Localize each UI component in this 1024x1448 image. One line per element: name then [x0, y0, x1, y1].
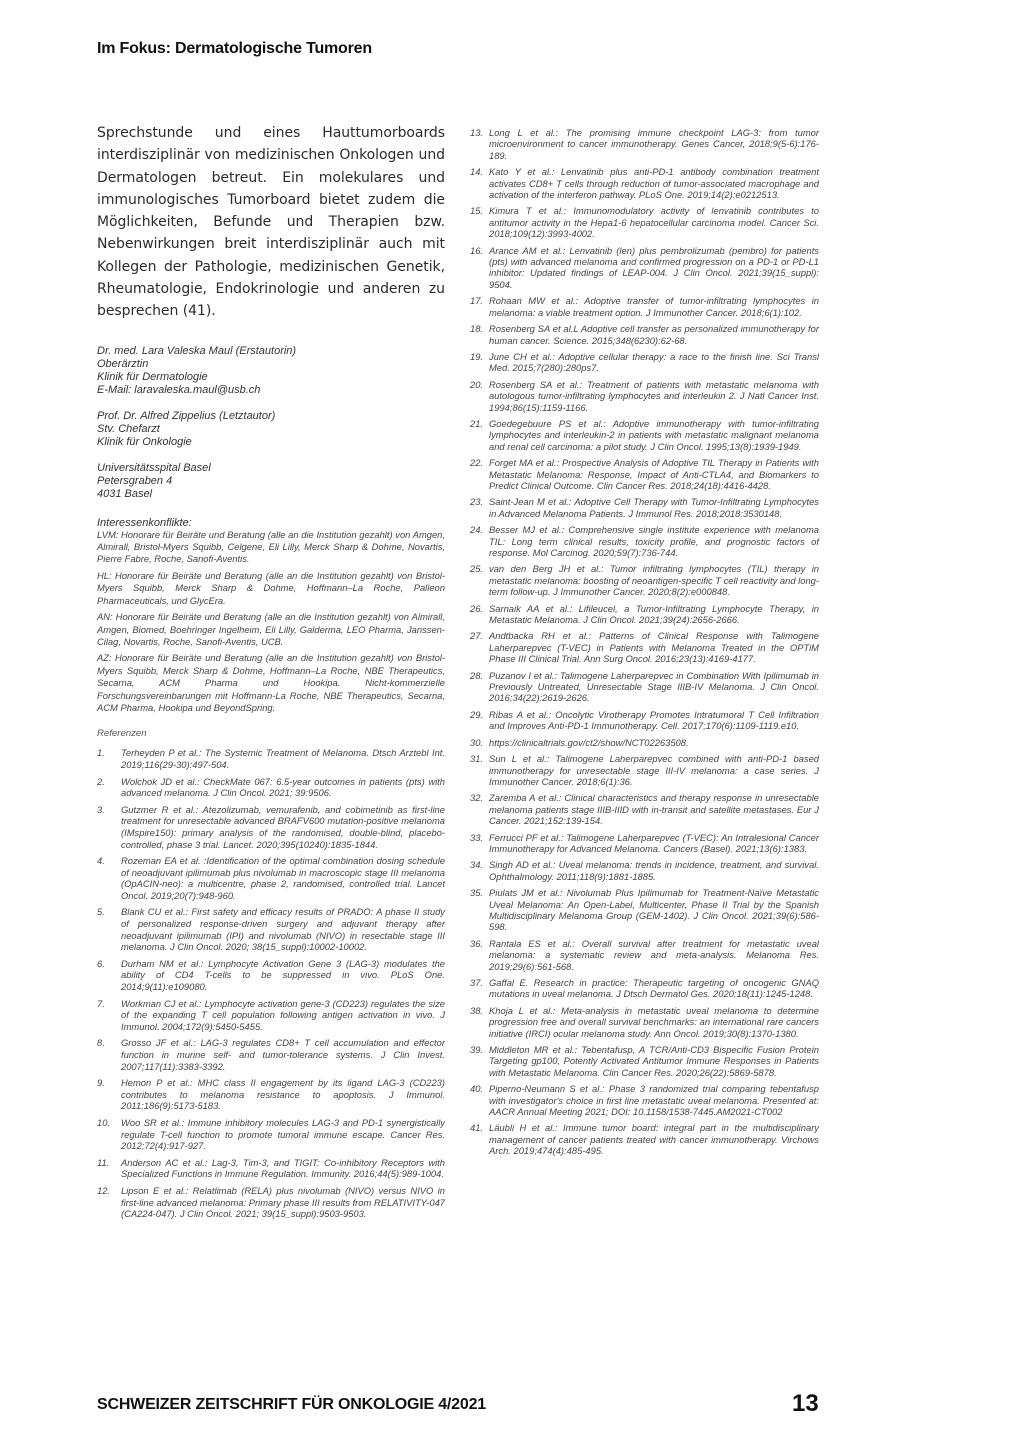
reference-item [470, 245, 819, 291]
section-header: Im Fokus: Dermatologische Tumoren [97, 40, 372, 57]
reference-item [470, 753, 819, 787]
reference-text: Durham NM et al.: Lymphocyte Activation Gene 3 (LAG-3) modulates the ability of CD4 T-cells to be suppressed in vivo. PLoS One. 2014;9(11):e109080. [121, 957, 445, 993]
reference-item [470, 323, 819, 346]
reference-number: 16. [470, 244, 484, 256]
reference-number: 17. [470, 295, 484, 307]
reference-item [470, 166, 819, 200]
references-list-left [97, 747, 445, 1219]
reference-number: 22. [470, 457, 484, 469]
reference-number: 2. [97, 775, 105, 787]
reference-item [97, 958, 445, 993]
reference-number: 26. [470, 602, 484, 614]
reference-number: 15. [470, 205, 484, 217]
reference-item [470, 977, 819, 1000]
first-author-email: E-Mail: laravaleska.maul@usb.ch [97, 383, 261, 396]
reference-text: Terheyden P et al.: The Systemic Treatment of Melanoma. Dtsch Arztebl Int. 2019;116(29-30):497-504. [121, 747, 445, 770]
reference-item [470, 295, 819, 318]
reference-item [97, 906, 445, 952]
reference-item [97, 998, 445, 1033]
reference-text: Hemon P et al.: MHC class II engagement by its ligand LAG-3 (CD223) contributes to melanoma resistance to apoptosis. J Immunol. 2011;186(9):5173-5183. [121, 1077, 445, 1112]
first-author-name: Dr. med. Lara Valeska Maul (Erstautorin) [97, 344, 297, 357]
reference-text: Woo SR et al.: Immune inhibitory molecules LAG-3 and PD-1 synergistically regulate T-cell function to promote tumoral immune escape. Cancer Res. 2012;72(4):917-927. [121, 1116, 445, 1152]
reference-number: 30. [470, 736, 484, 748]
reference-text: Forget MA et al.: Prospective Analysis of Adoptive TIL Therapy in Patients with Metastatic Melanoma: Response, Impact of Anti-CTLA4, and Biomarkers to Predict Clinical Outcome. Clin Cancer Res. 2018;24(18):4416-4428. [489, 457, 819, 491]
reference-item [470, 737, 819, 748]
reference-number: 23. [470, 496, 484, 508]
conflict-item: HL: Honorare für Beiräte und Beratung (alle an die Institution gezahlt) von Bristol-Myers Squibb, Merck Sharp & Dohme, Hoffmann–La Roche, Palleon Pharmaceuticals, und GlycEra. [97, 569, 445, 606]
reference-item [97, 747, 445, 770]
reference-number: 41. [470, 1122, 484, 1134]
conflict-item: AN: Honorare für Beiräte und Beratung (alle an die Institution gezahlt) von Almirall, Amgen, Biomed, Boehringer Ingelheim, Eli Lilly, Galderma, LEO Pharma, Janssen-Cilag, Novartis, Roche, Sanofi-Aventis, UCB. [97, 611, 445, 647]
reference-text: Rozeman EA et al. :Identification of the optimal combination dosing schedule of neoadjuvant ipilimumab plus nivolumab in macroscopic stage III melanoma (OpACIN-neo): a multicentre, phase 2, randomised, controlled trial. Lancet Oncol. 2019;20(7):948-960. [121, 855, 445, 901]
reference-item [97, 1037, 445, 1072]
author-info [97, 345, 445, 501]
reference-number: 39. [470, 1044, 484, 1056]
reference-item [470, 379, 819, 413]
reference-text: Workman CJ et al.: Lymphocyte activation gene-3 (CD223) regulates the size of the expanding T cell population following antigen activation in vivo. J Immunol. 2004;172(9):5450-5455. [121, 997, 445, 1032]
conflict-item: LVM: Honorare für Beiräte und Beratung (alle an die Institution gezahlt) von Amgen, Almirall, Bristol-Myers Squibb, Celgene, Eli Lilly, Merck Sharp & Dohme, Novartis, Pierre Fabre, Roche, Sanofi-Aventis. [97, 528, 445, 565]
references-list-right [470, 127, 819, 1157]
reference-item [97, 776, 445, 799]
reference-item [470, 1083, 819, 1117]
right-column [470, 127, 819, 1162]
references-heading: Referenzen [97, 728, 147, 740]
reference-text: Wolchok JD et al.: CheckMate 067: 6.5-year outcomes in patients (pts) with advanced melanoma. J Clin Oncol. 2021; 39:9506. [121, 775, 445, 799]
reference-item [470, 1005, 819, 1039]
reference-number: 3. [97, 803, 105, 815]
reference-item [97, 1157, 445, 1180]
reference-number: 40. [470, 1083, 484, 1095]
reference-text: Kato Y et al.: Lenvatinib plus anti-PD-1 antibody combination treatment activates CD8+ T cells through reduction of tumor-associated macrophage and activation of the interferon pathway. PLoS One. 2019;14(2):e0212513. [489, 166, 819, 201]
reference-item [97, 1117, 445, 1152]
reference-text: Grosso JF et al.: LAG-3 regulates CD8+ T cell accumulation and effector function in murine self- and tumor-tolerance systems. J Clin Invest. 2007;117(11):3383-3392. [121, 1037, 445, 1072]
reference-item [470, 832, 819, 855]
reference-item [97, 804, 445, 850]
reference-text: Ferrucci PF et al.: Talimogene Laherparepvec (T-VEC): An Intralesional Cancer Immunotherapy for Advanced Melanoma. Cancers (Basel). 2021;13(6):1383. [489, 831, 819, 854]
reference-text: Saint-Jean M et al.: Adoptive Cell Therapy with Tumor-Infiltrating Lymphocytes in Advanced Melanoma Patients. J Immunol Res. 2018;2018:3530148. [489, 496, 819, 519]
reference-item [97, 1185, 445, 1220]
reference-text: Long L et al.: The promising immune checkpoint LAG-3: from tumor microenvironment to cancer immunotherapy. Genes Cancer, 2018;9(5-6):176-189. [489, 127, 819, 161]
reference-text: Rosenberg SA et al.L Adoptive cell transfer as personalized immunotherapy for human cancer. Science. 2015;348(6230):62-68. [489, 323, 819, 346]
reference-number: 6. [97, 957, 105, 969]
reference-item [470, 670, 819, 704]
reference-item [470, 127, 819, 161]
reference-item [470, 351, 819, 374]
conflicts-heading: Interessenkonflikte: [97, 516, 192, 529]
reference-number: 36. [470, 937, 484, 949]
reference-number: 8. [97, 1037, 105, 1049]
reference-number: 25. [470, 563, 484, 575]
reference-item [470, 603, 819, 626]
reference-text: Arance AM et al.: Lenvatinib (len) plus pembrolizumab (pembro) for patients (pts) with advanced melanoma and confirmed progression on a PD-1 or PD-L1 inhibitor: Updated findings of LEAP-004. J Clin Oncol. 2021;39(15_suppl): 9504. [489, 244, 819, 290]
reference-item [470, 709, 819, 732]
reference-item [470, 524, 819, 558]
conflicts-list [97, 529, 445, 715]
reference-text: Piulats JM et al.: Nivolumab Plus Ipilimumab for Treatment-Naïve Metastatic Uveal Melanoma: An Open-Label, Multicenter, Phase II Trial by the Spanish Multidisciplinary Melanoma Group (GEM-1402). J Clin Oncol. 2021;39(6):586-598. [489, 887, 819, 933]
reference-text: Rantala ES et al.: Overall survival after treatment for metastatic uveal melanoma: a systematic review and meta-analysis. Melanoma Res. 2019;29(6):561-568. [489, 937, 819, 972]
address-line: 4031 Basel [97, 487, 153, 500]
reference-number: 20. [470, 378, 484, 390]
reference-item [470, 938, 819, 972]
reference-text: https://clinicaltrials.gov/ct2/show/NCT02263508. [489, 736, 689, 748]
reference-number: 18. [470, 323, 484, 335]
reference-text: June CH et al.: Adoptive cellular therapy: a race to the finish line. Sci Transl Med. 2015;7(280):280ps7. [489, 350, 819, 374]
reference-item [470, 1044, 819, 1078]
reference-text: Puzanov I et al.: Talimogene Laherparepvec in Combination With Ipilimumab in Previously Untreated, Unresectable Stage IIIB-IV Melanoma. J Clin Oncol. 2016;34(22):2619-2626. [489, 669, 819, 704]
reference-number: 4. [97, 855, 105, 867]
reference-text: Sarnaik AA et al.: Lifileucel, a Tumor-Infiltrating Lymphocyte Therapy, in Metastatic Melanoma. J Clin Oncol. 2021;39(24):2656-2666. [489, 602, 819, 626]
intro-paragraph: Sprechstunde und eines Hauttumorboards interdisziplinär von medizinischen Onkologen und Dermatologen betreut. Ein molekulares und immunologisches Tumorboard bietet zudem die Möglichkeiten, Befunde und Therapien bzw. Nebenwirkungen breit interdisziplinär auch mit Kollegen der Pathologie, medizinischen Genetik, Rheumatologie, Endokrinologie und anderen zu besprechen (41). [97, 125, 445, 320]
reference-number: 34. [470, 859, 484, 871]
reference-number: 32. [470, 792, 484, 804]
reference-number: 38. [470, 1004, 484, 1016]
reference-text: Anderson AC et al.: Lag-3, Tim-3, and TIGIT: Co-inhibitory Receptors with Specialized Functions in Immune Regulation. Immunity. 2016;44(5):989-1004. [121, 1156, 445, 1180]
reference-item [470, 563, 819, 597]
reference-number: 13. [470, 127, 484, 138]
reference-number: 12. [97, 1184, 111, 1196]
reference-text: Khoja L et al.: Meta-analysis in metastatic uveal melanoma to determine progression free and overall survival benchmarks: an international rare cancers initiative (IRCI) ocular melanoma study. Ann Oncol. 2019;30(8):1370-1380. [489, 1004, 819, 1039]
reference-text: Rohaan MW et al.: Adoptive transfer of tumor-infiltrating lymphocytes in melanoma: a viable treatment option. J Immunother Cancer. 2018;6(1):102. [489, 295, 819, 318]
reference-text: Goedegebuure PS et al.: Adoptive immunotherapy with tumor-infiltrating lymphocytes and interleukin-2 in patients with metastatic malignant melanoma and renal cell carcinoma: a pilot study. J Clin Oncol. 1995;13(8):1939-1949. [489, 417, 819, 452]
reference-number: 24. [470, 524, 484, 536]
reference-item [97, 1077, 445, 1112]
address-line: Petersgraben 4 [97, 474, 173, 487]
reference-text: Besser MJ et al.: Comprehensive single institute experience with melanoma TIL: Long term clinical results, toxicity profile, and prognostic factors of response. Mol Carcinog. 2020;59(7):736-744. [489, 524, 819, 558]
reference-text: Middleton MR et al.: Tebentafusp, A TCR/Anti-CD3 Bispecific Fusion Protein Targeting gp100, Potently Activated Antitumor Immune Responses in Patients with Metastatic Melanoma. Clin Cancer Res. 2020;26(22):5869-5878. [489, 1044, 819, 1078]
reference-number: 28. [470, 669, 484, 681]
reference-text: Sun L et al.: Talimogene Laherparepvec combined with anti-PD-1 based immunotherapy for unresectable stage III-IV melanoma: a case series. J Immunother Cancer. 2018;6(1):36. [489, 753, 819, 787]
first-author-dept: Klinik für Dermatologie [97, 370, 208, 383]
reference-item [470, 859, 819, 882]
last-author-dept: Klinik für Onkologie [97, 435, 192, 448]
reference-item [470, 887, 819, 933]
reference-item [470, 457, 819, 491]
address-line: Universitätsspital Basel [97, 461, 211, 474]
reference-number: 37. [470, 977, 484, 988]
reference-number: 19. [470, 350, 484, 362]
reference-number: 27. [470, 630, 484, 642]
reference-text: Zaremba A et al.: Clinical characteristics and therapy response in unresectable melanoma patients stage IIIB-IIID with in-transit and satellite metastases. Eur J Cancer. 2021;152:139-154. [489, 792, 819, 827]
journal-footer: SCHWEIZER ZEITSCHRIFT FÜR ONKOLOGIE 4/2021 [97, 1396, 486, 1413]
reference-text: Blank CU et al.: First safety and efficacy results of PRADO: A phase II study of personalized response-driven surgery and adjuvant therapy after neoadjuvant ipilimumab (IPI) and nivolumab (NIVO) in resectable stage III melanoma. J Clin Oncol. 2020; 38(15_suppl):10002-10002. [121, 906, 445, 953]
reference-number: 10. [97, 1116, 111, 1128]
reference-text: van den Berg JH et al.: Tumor infiltrating lymphocytes (TIL) therapy in metastatic melanoma: boosting of neoantigen-specific T cell reactivity and long-term follow-up. J Immunother Cancer. 2020;8(2):e000848. [489, 563, 819, 598]
last-author-name: Prof. Dr. Alfred Zippelius (Letztautor) [97, 409, 276, 422]
reference-text: Kimura T et al.: Immunomodulatory activity of lenvatinib contributes to antitumor activity in the Hepa1-6 hepatocellular carcinoma model. Cancer Sci. 2018;109(12):3993-4002. [489, 205, 819, 240]
reference-text: Andtbacka RH et al.: Patterns of Clinical Response with Talimogene Laherparepvec (T-VEC) in Patients with Melanoma Treated in the OPTiM Phase III Clinical Trial. Ann Surg Oncol. 2016;23(13):4169-4177. [489, 630, 819, 665]
reference-item [470, 630, 819, 664]
reference-number: 33. [470, 831, 484, 843]
left-column [97, 122, 445, 1225]
reference-text: Gutzmer R et al.: Atezolizumab, vemurafenib, and cobimetinib as first-line treatment for unresectable advanced BRAFV600 mutation-positive melanoma (IMspire150): primary analysis of the randomised, double-blind, placebo-controlled, phase 3 trial. Lancet. 2020;395(10240):1835-1844. [121, 803, 445, 850]
reference-number: 31. [470, 753, 484, 765]
reference-number: 14. [470, 166, 484, 178]
reference-number: 29. [470, 708, 484, 720]
reference-number: 11. [97, 1156, 110, 1168]
reference-number: 5. [97, 906, 105, 918]
page-number: 13 [792, 1390, 819, 1417]
reference-text: Gaffal E. Research in practice: Therapeutic targeting of oncogenic GNAQ mutations in uveal melanoma. J Dtsch Dermatol Ges. 2020;18(11):1245-1248. [489, 977, 819, 1000]
reference-number: 1. [97, 747, 105, 759]
reference-text: Rosenberg SA et al.: Treatment of patients with metastatic melanoma with autologous tumor-infiltrating lymphocytes and interleukin 2. J Natl Cancer Inst. 1994;86(15):1159-1166. [489, 378, 819, 413]
reference-text: Singh AD et al.: Uveal melanoma: trends in incidence, treatment, and survival. Ophthalmology. 2011;118(9):1881-1885. [489, 859, 819, 882]
reference-item [470, 418, 819, 452]
reference-item [470, 496, 819, 519]
reference-text: Piperno-Neumann S et al.: Phase 3 randomized trial comparing tebentafusp with investigator's choice in first line metastatic uveal melanoma. Presented at: AACR Annual Meeting 2021; DOI: 10.1158/1538-7445.AM2021-CT002 [489, 1083, 819, 1118]
reference-item [470, 1122, 819, 1156]
reference-number: 35. [470, 887, 484, 899]
reference-text: Lipson E et al.: Relatlimab (RELA) plus nivolumab (NIVO) versus NIVO in first-line advanced melanoma: Primary phase III results from RELATIVITY-047 (CA224-047). J Clin Oncol. 2021; 39(15_suppl):9503-9503. [121, 1184, 445, 1220]
reference-item [470, 792, 819, 826]
reference-item [97, 855, 445, 901]
reference-text: Läubli H et al.: Immune tumor board: integral part in the multidisciplinary management of cancer patients treated with cancer immunotherapy. Virchows Arch. 2019;474(4):485-495. [489, 1122, 819, 1157]
conflict-item: AZ: Honorare für Beiräte und Beratung (alle an die Institution gezahlt) von Bristol-Myers Squibb, Merck Sharp & Dohme, Hoffmann–La Roche, NBE Therapeutics, Secarna, ACM Pharma und Hookipa. Nicht-kommerzielle Forschungsvereinbarungen mit Hoffmann-La Roche, NBE Therapeutics, Secarna, ACM Pharma, Hookipa und BeyondSpring. [97, 652, 445, 713]
reference-text: Ribas A et al.: Oncolytic Virotherapy Promotes Intratumoral T Cell Infiltration and Improves Anti-PD-1 Immunotherapy. Cell. 2017;170(6):1109-1119.e10. [489, 708, 819, 732]
reference-number: 7. [97, 997, 105, 1009]
reference-number: 21. [470, 417, 484, 429]
reference-number: 9. [97, 1077, 105, 1089]
reference-item [470, 205, 819, 239]
last-author-role: Stv. Chefarzt [97, 422, 160, 435]
first-author-role: Oberärztin [97, 357, 149, 370]
